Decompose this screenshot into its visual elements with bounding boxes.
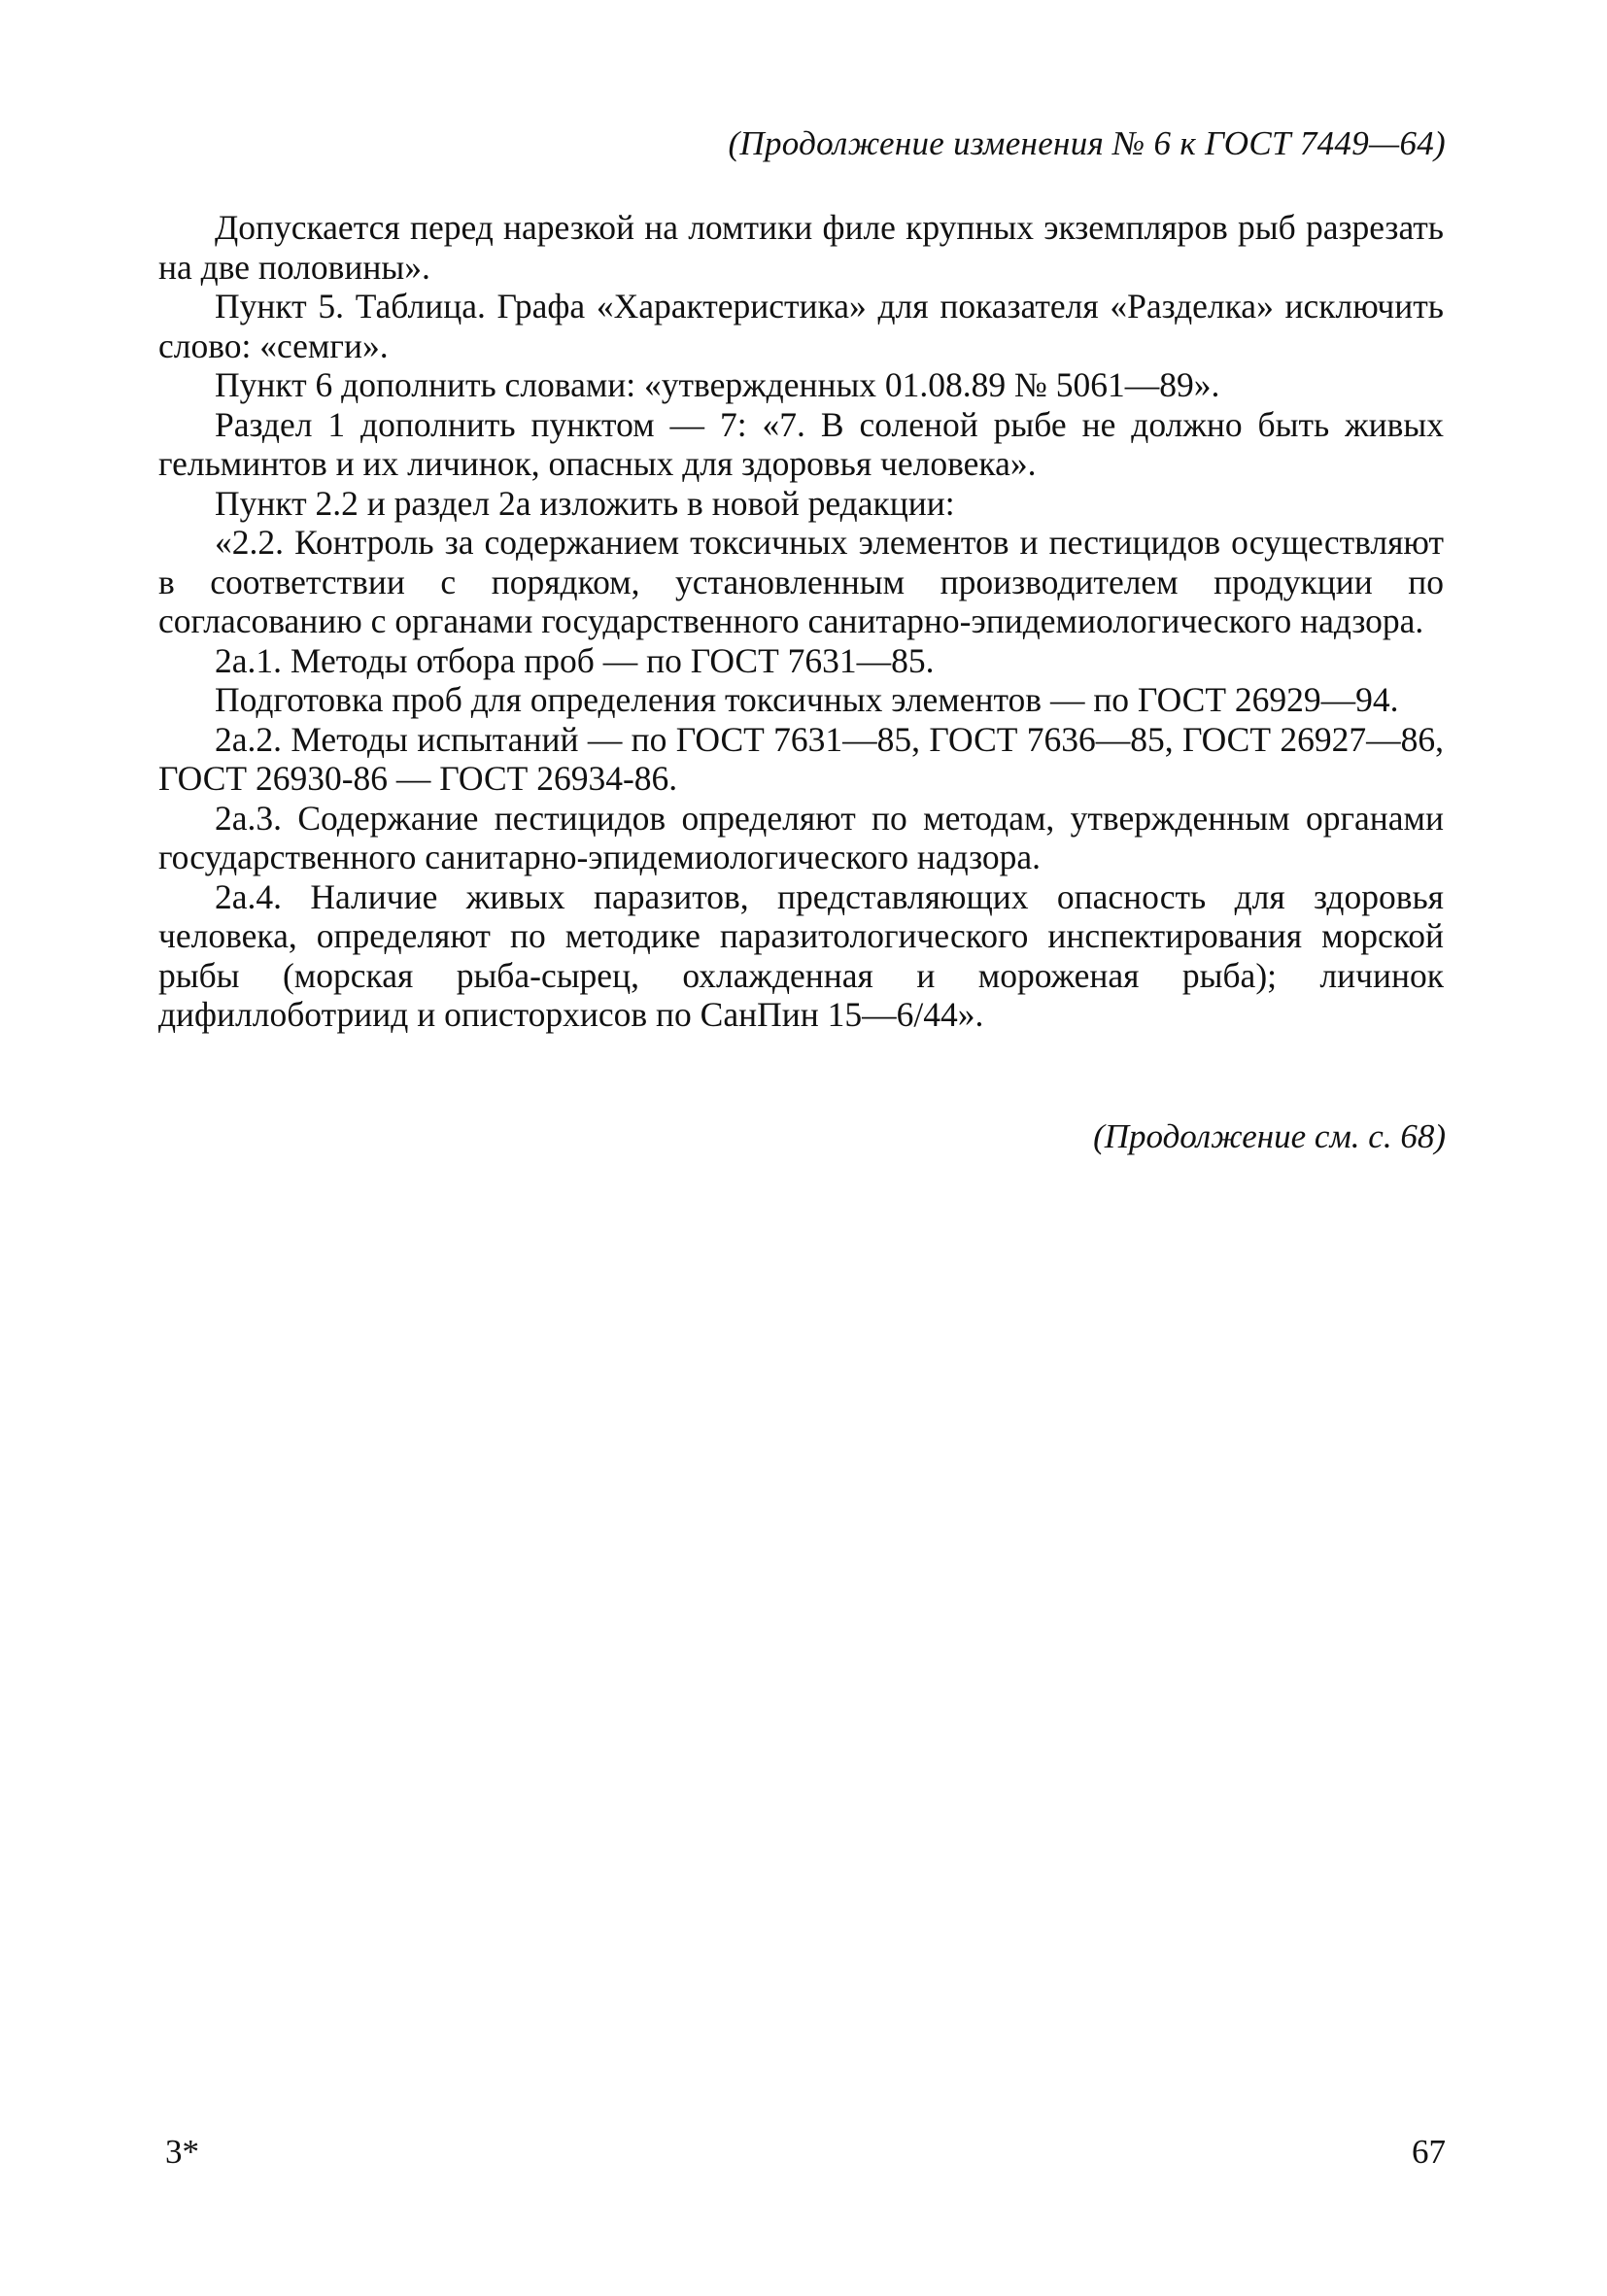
paragraph: Пункт 5. Таблица. Графа «Характеристика» для показателя «Разделка» исключить слово: «семги». [158, 287, 1444, 365]
signature-mark: 3* [165, 2133, 199, 2171]
paragraph: «2.2. Контроль за содержанием токсичных элементов и пестицидов осуществляют в соответствии с порядком, установленным производителем продукции по согласованию с органами государственного санитарно-эпидемиологического надзора. [158, 523, 1444, 640]
running-header: (Продолжение изменения № 6 к ГОСТ 7449—64) [728, 124, 1446, 162]
paragraph: 2а.2. Методы испытаний — по ГОСТ 7631—85, ГОСТ 7636—85, ГОСТ 26927—86, ГОСТ 26930-86 — ГОСТ 26934-86. [158, 719, 1444, 798]
paragraph: 2а.1. Методы отбора проб — по ГОСТ 7631—85. [215, 640, 935, 680]
paragraph: 2а.4. Наличие живых паразитов, представляющих опасность для здоровья человека, определяют по методике паразитологического инспектирования морской рыбы (морская рыба-сырец, охлажденная и мороженая рыба); личинок дифиллоботриид и описторхисов по СанПин 15—6/44». [158, 876, 1444, 1034]
document-body [158, 208, 1444, 1035]
paragraph: Подготовка проб для определения токсичных элементов — по ГОСТ 26929—94. [215, 680, 1399, 719]
paragraph: Пункт 2.2 и раздел 2а изложить в новой редакции: [215, 483, 955, 523]
page-number: 67 [1412, 2133, 1446, 2171]
paragraph: Пункт 6 дополнить словами: «утвержденных 01.08.89 № 5061—89». [215, 365, 1220, 404]
paragraph: 2а.3. Содержание пестицидов определяют по методам, утвержденным органами государственного санитарно-эпидемиологического надзора. [158, 798, 1444, 876]
continuation-note: (Продолжение см. с. 68) [1093, 1117, 1446, 1155]
paragraph: Допускается перед нарезкой на ломтики филе крупных экземпляров рыб разрезать на две половины». [158, 208, 1444, 287]
paragraph: Раздел 1 дополнить пунктом — 7: «7. В соленой рыбе не должно быть живых гельминтов и их личинок, опасных для здоровья человека». [158, 404, 1444, 483]
